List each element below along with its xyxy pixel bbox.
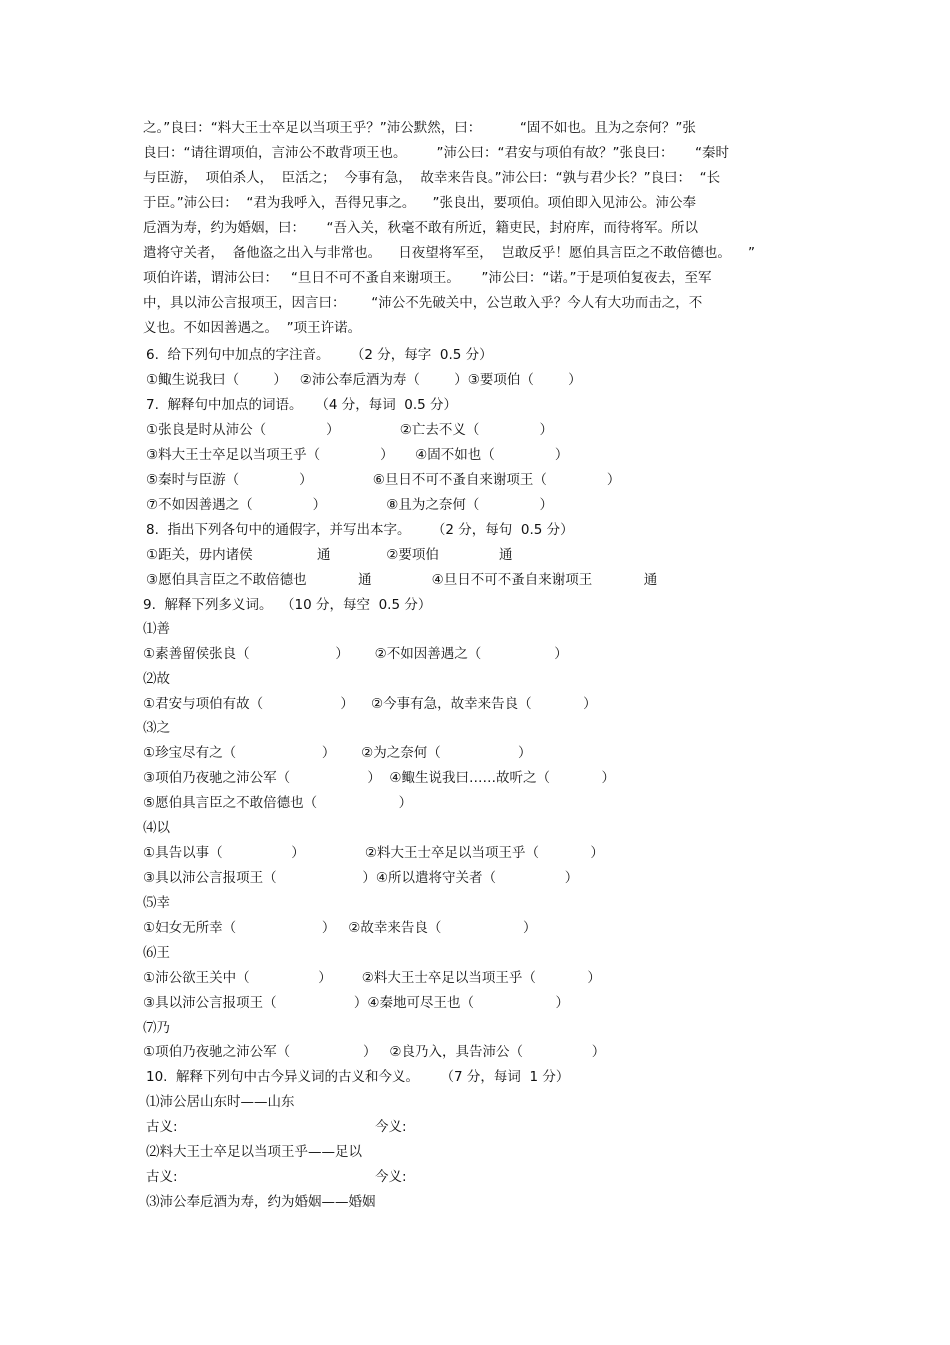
polysemy-heading: ⑺乃 (143, 1020, 170, 1036)
question-8-items: ①距关，毋内诸侯 通 ②要项伯 通 (146, 547, 513, 563)
question-7-items: ①张良是时从沛公（ ） ②亡去不义（ ） (146, 422, 553, 438)
polysemy-items: ③具以沛公言报项王（ ）④所以遣将守关者（ ） (143, 870, 579, 886)
passage-line: 卮酒为寿，约为婚姻，曰： “吾入关，秋毫不敢有所近，籍吏民，封府库，而待将军。所以 (143, 220, 698, 236)
question-6-heading: 6. 给下列句中加点的字注音。 （2 分，每字 0.5 分） (146, 347, 493, 363)
question-10-item: ⑶沛公奉卮酒为寿，约为婚姻——婚姻 (146, 1194, 376, 1210)
question-10-answer-row: 古义: 今义: (146, 1119, 407, 1135)
question-10-answer-row: 古义: 今义: (146, 1169, 407, 1185)
passage-line: 良曰：“请往谓项伯，言沛公不敢背项王也。 ”沛公曰：“君安与项伯有故？”张良曰： “秦时 (143, 145, 729, 161)
polysemy-heading: ⑵故 (143, 671, 170, 687)
polysemy-items: ⑤愿伯具言臣之不敢倍德也（ ） (143, 795, 413, 811)
passage-line: 项伯许诺，谓沛公曰： “旦日不可不蚤自来谢项王。 ”沛公曰：“诺。”于是项伯复夜去，至军 (143, 270, 712, 286)
polysemy-items: ①君安与项伯有故（ ） ②今事有急，故幸来告良（ ） (143, 696, 597, 712)
passage-line: 于臣。”沛公曰： “君为我呼入，吾得兄事之。 ”张良出，要项伯。项伯即入见沛公。沛公奉 (143, 195, 696, 211)
polysemy-items: ①素善留侯张良（ ） ②不如因善遇之（ ） (143, 646, 568, 662)
question-10-item: ⑴沛公居山东时——山东 (146, 1094, 295, 1110)
polysemy-items: ①具告以事（ ） ②料大王士卒足以当项王乎（ ） (143, 845, 604, 861)
polysemy-heading: ⑴善 (143, 621, 170, 637)
question-8-items: ③愿伯具言臣之不敢倍德也 通 ④旦日不可不蚤自来谢项王 通 (146, 572, 658, 588)
polysemy-items: ①珍宝尽有之（ ） ②为之奈何（ ） (143, 745, 532, 761)
polysemy-items: ①妇女无所幸（ ） ②故幸来告良（ ） (143, 920, 537, 936)
question-6-items: ①鲰生说我曰（ ） ②沛公奉卮酒为寿（ ）③要项伯（ ） (146, 372, 582, 388)
polysemy-heading: ⑶之 (143, 720, 170, 736)
polysemy-items: ①项伯乃夜驰之沛公军（ ） ②良乃入，具告沛公（ ） (143, 1044, 606, 1060)
question-7-items: ⑤秦时与臣游（ ） ⑥旦日不可不蚤自来谢项王（ ） (146, 472, 621, 488)
passage-line: 遣将守关者， 备他盗之出入与非常也。 日夜望将军至， 岂敢反乎！愿伯具言臣之不敢倍德也。 ” (143, 245, 755, 261)
polysemy-heading: ⑷以 (143, 820, 170, 836)
polysemy-items: ③具以沛公言报项王（ ）④秦地可尽王也（ ） (143, 995, 569, 1011)
question-7-items: ③料大王士卒足以当项王乎（ ） ④固不如也（ ） (146, 447, 569, 463)
passage-line: 义也。不如因善遇之。 ”项王许诺。 (143, 320, 362, 336)
question-7-heading: 7. 解释句中加点的词语。 （4 分，每词 0.5 分） (146, 397, 458, 413)
question-10-heading: 10. 解释下列句中古今异义词的古义和今义。 （7 分，每词 1 分） (146, 1069, 570, 1085)
polysemy-items: ③项伯乃夜驰之沛公军（ ） ④鲰生说我曰……故听之（ ） (143, 770, 616, 786)
passage-line: 与臣游， 项伯杀人， 臣活之； 今事有急， 故幸来告良。”沛公曰：“孰与君少长？”良曰： “长 (143, 170, 721, 186)
question-10-item: ⑵料大王士卒足以当项王乎——足以 (146, 1144, 362, 1160)
polysemy-heading: ⑹王 (143, 945, 170, 961)
question-8-heading: 8. 指出下列各句中的通假字，并写出本字。 （2 分，每句 0.5 分） (146, 522, 574, 538)
question-7-items: ⑦不如因善遇之（ ） ⑧且为之奈何（ ） (146, 497, 553, 513)
passage-line: 之。”良曰：“料大王士卒足以当项王乎？”沛公默然，曰： “固不如也。且为之奈何？”张 (143, 120, 696, 136)
question-9-heading: 9. 解释下列多义词。 （10 分，每空 0.5 分） (143, 597, 432, 613)
passage-line: 中，具以沛公言报项王，因言曰： “沛公不先破关中，公岂敢入乎？今人有大功而击之，不 (143, 295, 703, 311)
polysemy-items: ①沛公欲王关中（ ） ②料大王士卒足以当项王乎（ ） (143, 970, 601, 986)
polysemy-heading: ⑸幸 (143, 895, 170, 911)
